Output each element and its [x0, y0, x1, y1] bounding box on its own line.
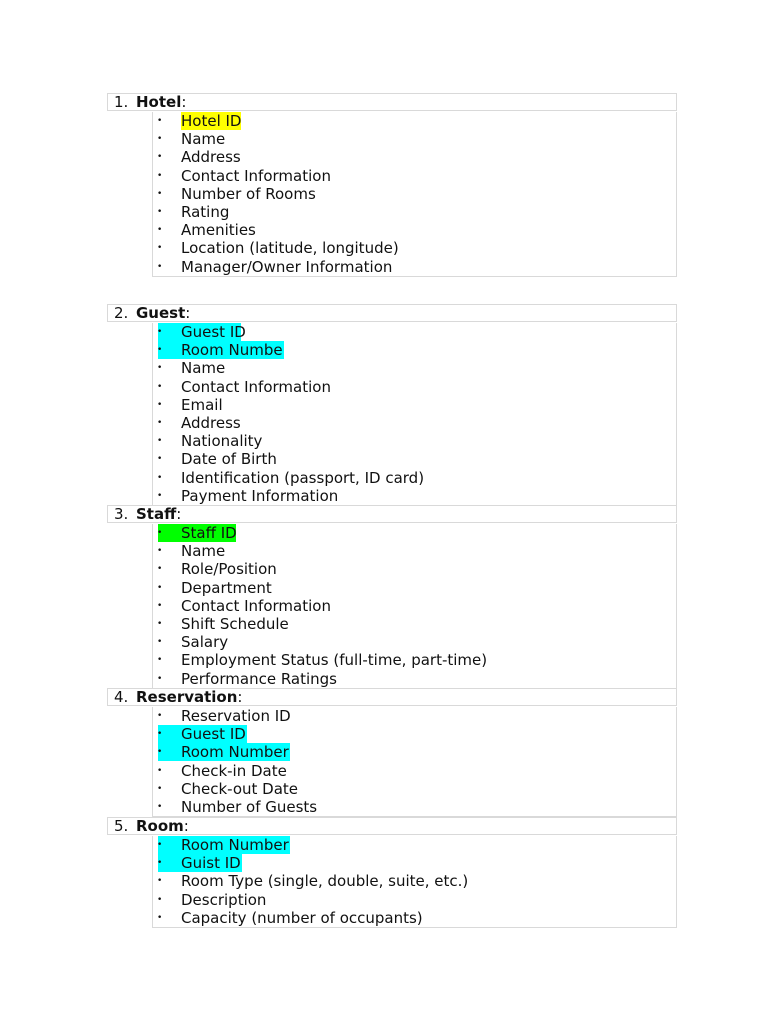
bullet-icon: • [157, 327, 163, 337]
list-item-text: Contact Information [181, 166, 331, 185]
bullet-icon: • [157, 170, 163, 181]
list-item-text: Employment Status (full-time, part-time) [181, 651, 488, 670]
list-item-text: Performance Ratings [181, 669, 337, 688]
list-item-text: Reservation ID [181, 707, 291, 725]
bullet-icon: • [157, 152, 163, 163]
bullet-icon: • [157, 417, 163, 428]
list-item [153, 167, 676, 185]
list-item [153, 221, 676, 239]
list-item-text: Guist ID [181, 854, 241, 873]
section-title-text: Room [136, 817, 184, 835]
section-title-text: Reservation [136, 688, 238, 706]
section-title-suffix: : [185, 304, 191, 322]
list-item [153, 414, 676, 432]
list-item [153, 524, 676, 542]
list-item-text: Payment Information [181, 486, 339, 505]
bullet-icon: • [157, 582, 163, 593]
bullet-icon: • [157, 783, 163, 794]
list-item-text: Guest ID [181, 725, 246, 744]
section-title [136, 94, 186, 110]
bullet-icon: • [157, 876, 163, 887]
list-item-text: Manager/Owner Information [181, 257, 393, 276]
list-item-text: Nationality [181, 432, 263, 451]
list-item-text: Salary [181, 633, 229, 652]
list-item-text: Contact Information [181, 377, 331, 396]
list-item [153, 780, 676, 798]
bullet-icon: • [157, 436, 163, 447]
section-number: 3. [114, 505, 129, 523]
list-item-text: Shift Schedule [181, 614, 289, 633]
section-header-reservation [107, 688, 677, 706]
list-item-text: Contact Information [181, 596, 331, 615]
list-item [153, 542, 676, 560]
list-item-text: Address [181, 413, 241, 432]
bullet-icon: • [157, 188, 163, 199]
section-list-hotel [152, 112, 677, 277]
list-item [153, 909, 676, 927]
bullet-icon: • [157, 564, 163, 575]
list-item-text: Room Number [181, 743, 289, 762]
bullet-icon: • [157, 747, 163, 758]
list-item [153, 743, 676, 761]
bullet-icon: • [157, 711, 163, 721]
section-list-room [152, 836, 677, 928]
list-item [153, 487, 676, 505]
section-title [136, 305, 190, 321]
bullet-icon: • [157, 363, 163, 374]
list-item-text: Staff ID [181, 524, 237, 542]
list-item [153, 762, 676, 780]
list-item [153, 891, 676, 909]
bullet-icon: • [157, 472, 163, 483]
section-list-reservation [152, 707, 677, 817]
section-number: 5. [114, 817, 129, 835]
section-number: 4. [114, 688, 129, 706]
section-header-staff [107, 505, 677, 523]
list-item [153, 432, 676, 450]
list-item-text: Hotel ID [181, 112, 242, 130]
list-item [153, 359, 676, 377]
list-item-text: Number of Guests [181, 797, 318, 816]
bullet-icon: • [157, 600, 163, 611]
bullet-icon: • [157, 225, 163, 236]
bullet-icon: • [157, 673, 163, 684]
bullet-icon: • [157, 729, 163, 740]
list-item [153, 258, 676, 276]
section-title [136, 818, 189, 834]
list-item [153, 798, 676, 816]
list-item [153, 560, 676, 578]
list-item [153, 725, 676, 743]
list-item-text: Role/Position [181, 560, 277, 579]
section-title [136, 506, 181, 522]
bullet-icon: • [157, 765, 163, 776]
list-item-text: Check-out Date [181, 779, 299, 798]
list-item [153, 615, 676, 633]
bullet-icon: • [157, 399, 163, 410]
list-item [153, 670, 676, 688]
list-item [153, 185, 676, 203]
bullet-icon: • [157, 381, 163, 392]
section-header-guest [107, 304, 677, 322]
list-item-text: Address [181, 148, 241, 167]
list-item-text: Location (latitude, longitude) [181, 239, 399, 258]
list-item [153, 396, 676, 414]
list-item [153, 323, 676, 341]
section-list-staff [152, 524, 677, 689]
section-title-text: Staff [136, 505, 177, 523]
bullet-icon: • [157, 116, 163, 126]
bullet-icon: • [157, 546, 163, 557]
bullet-icon: • [157, 858, 163, 869]
list-item-text: Rating [181, 202, 230, 221]
list-item-text: Number of Rooms [181, 184, 316, 203]
list-item-text: Amenities [181, 221, 256, 240]
list-item [153, 836, 676, 854]
list-item [153, 203, 676, 221]
list-item [153, 872, 676, 890]
bullet-icon: • [157, 894, 163, 905]
list-item-text: Email [181, 395, 223, 414]
bullet-icon: • [157, 490, 163, 501]
list-item-text: Capacity (number of occupants) [181, 908, 423, 927]
bullet-icon: • [157, 655, 163, 666]
list-item [153, 341, 676, 359]
section-title [136, 689, 242, 705]
bullet-icon: • [157, 345, 163, 356]
section-title-text: Hotel [136, 93, 182, 111]
section-title-suffix: : [237, 688, 243, 706]
section-title-suffix: : [181, 93, 187, 111]
list-item-text: Name [181, 542, 226, 561]
list-item-text: Name [181, 130, 226, 149]
list-item-text: Date of Birth [181, 450, 277, 469]
section-title-suffix: : [176, 505, 182, 523]
list-item-text: Description [181, 890, 267, 909]
list-item [153, 633, 676, 651]
section-title-suffix: : [183, 817, 189, 835]
list-item-text: Check-in Date [181, 761, 287, 780]
list-item [153, 112, 676, 130]
list-item-text: Room Type (single, double, suite, etc.) [181, 872, 469, 891]
list-item-text: Identification (passport, ID card) [181, 468, 425, 487]
section-header-room [107, 817, 677, 835]
section-list-guest [152, 323, 677, 506]
bullet-icon: • [157, 840, 163, 850]
list-item [153, 378, 676, 396]
section-title-text: Guest [136, 304, 186, 322]
list-item [153, 854, 676, 872]
list-item [153, 239, 676, 257]
bullet-icon: • [157, 206, 163, 217]
list-item-text: Room Numbe [181, 341, 283, 360]
list-item-text: Department [181, 578, 272, 597]
bullet-icon: • [157, 528, 163, 538]
list-item [153, 707, 676, 725]
bullet-icon: • [157, 454, 163, 465]
section-header-hotel [107, 93, 677, 111]
list-item [153, 450, 676, 468]
bullet-icon: • [157, 243, 163, 254]
bullet-icon: • [157, 261, 163, 272]
bullet-icon: • [157, 637, 163, 648]
bullet-icon: • [157, 912, 163, 923]
list-item [153, 651, 676, 669]
bullet-icon: • [157, 618, 163, 629]
section-number: 2. [114, 304, 129, 322]
list-item-text: Guest ID [181, 323, 246, 341]
list-item [153, 130, 676, 148]
list-item [153, 579, 676, 597]
bullet-icon: • [157, 801, 163, 812]
list-item [153, 597, 676, 615]
list-item-text: Name [181, 359, 226, 378]
bullet-icon: • [157, 134, 163, 145]
list-item [153, 469, 676, 487]
list-item [153, 148, 676, 166]
list-item-text: Room Number [181, 836, 289, 854]
section-number: 1. [114, 93, 129, 111]
